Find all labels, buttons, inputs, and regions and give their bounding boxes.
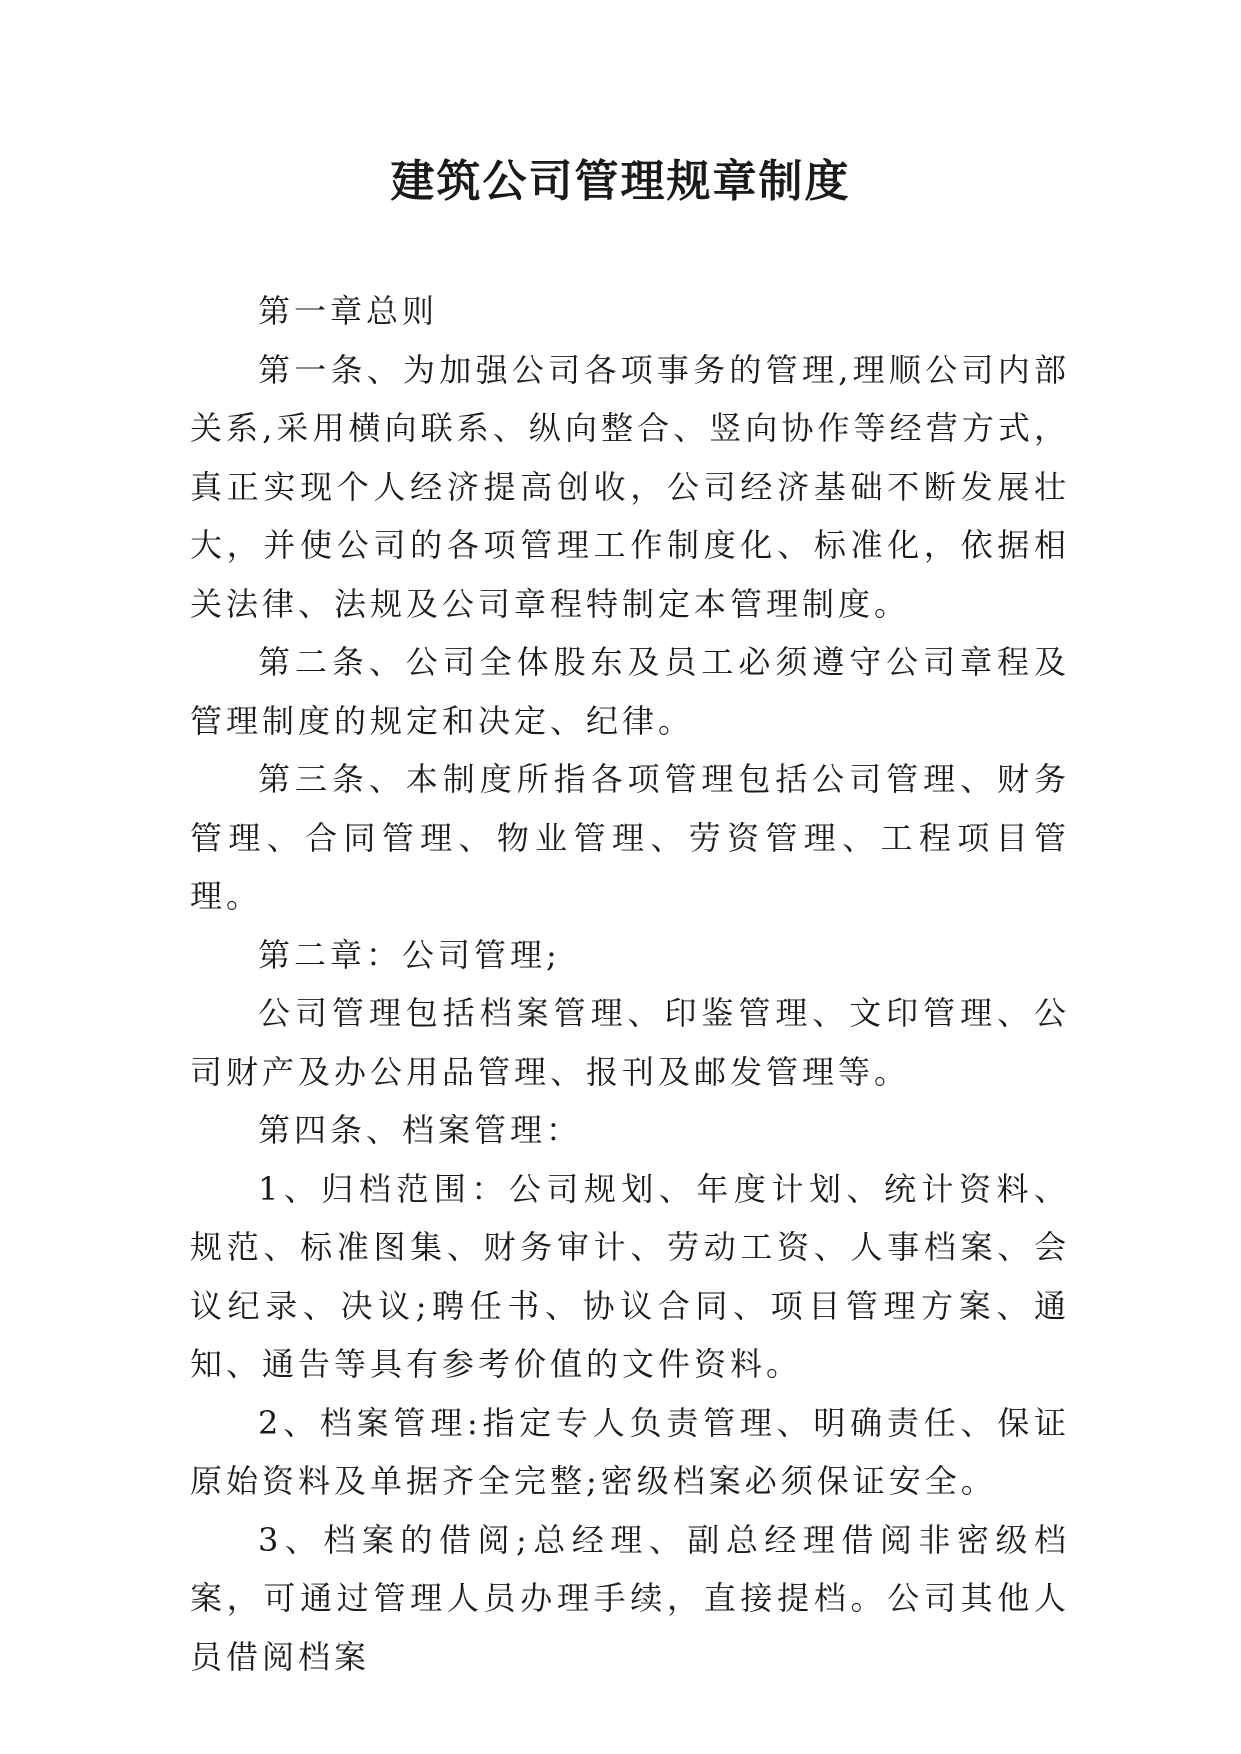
article-4-heading: 第四条、档案管理： [258, 1111, 583, 1149]
article-1: 第一条、为加强公司各项事务的管理,理顺公司内部关系,采用横向联系、纵向整合、竖向协作等经营方式，真正实现个人经济提高创收，公司经济基础不断发展壮大，并使公司的各项管理工作制度化、标准化，依据相关法律、法规及公司章程特制定本管理制度。 [190, 350, 1070, 623]
document-title: 建筑公司管理规章制度 [390, 156, 851, 207]
document-body [190, 282, 1070, 1686]
article-4-item-2: 2、档案管理:指定专人负责管理、明确责任、保证原始资料及单据齐全完整;密级档案必须保证安全。 [190, 1403, 1070, 1500]
article-4-item-3: 3、档案的借阅;总经理、副总经理借阅非密级档案，可通过管理人员办理手续，直接提档。公司其他人员借阅档案 [190, 1520, 1070, 1676]
article-4-item-1: 1、归档范围：公司规划、年度计划、统计资料、规范、标准图集、财务审计、劳动工资、人事档案、会议纪录、决议;聘任书、协议合同、项目管理方案、通知、通告等具有参考价值的文件资料。 [190, 1169, 1070, 1383]
chapter-heading-1: 第一章总则 [258, 292, 439, 330]
chapter-heading-2: 第二章：公司管理; [258, 935, 561, 974]
article-3: 第三条、本制度所指各项管理包括公司管理、财务管理、合同管理、物业管理、劳资管理、工程项目管理。 [190, 760, 1070, 915]
chapter-2-intro: 公司管理包括档案管理、印鉴管理、文印管理、公司财产及办公用品管理、报刊及邮发管理等。 [190, 994, 1070, 1091]
article-2: 第二条、公司全体股东及员工必须遵守公司章程及管理制度的规定和决定、纪律。 [190, 643, 1070, 740]
